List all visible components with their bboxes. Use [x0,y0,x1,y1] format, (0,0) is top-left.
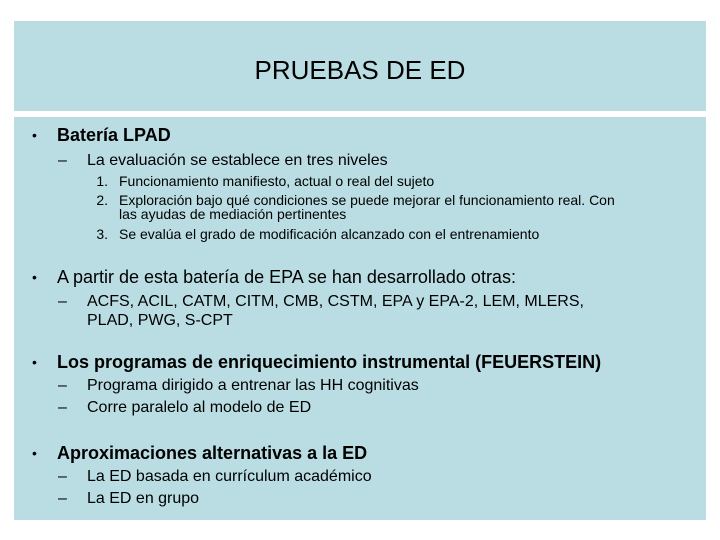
section-heading-lpad: Batería LPAD [57,125,171,145]
sub-item-text: Programa dirigido a entrenar las HH cognitivas [87,377,419,394]
list-item-text-continued: las ayudas de mediación pertinentes [119,206,347,222]
list-number: 2. [96,192,108,208]
section-heading-epa: A partir de esta batería de EPA se han desarrollado otras: [57,267,516,287]
sub-item-text: La evaluación se establece en tres niveles [87,152,388,169]
dash: – [58,377,67,394]
bullet: • [32,269,37,285]
section-heading-feuerstein: Los programas de enriquecimiento instrumental (FEUERSTEIN) [57,352,602,372]
list-number: 1. [96,173,108,189]
bullet: • [32,354,37,370]
sub-item-text: La ED basada en currículum académico [87,468,372,485]
bullet: • [32,127,37,143]
dash: – [58,293,67,310]
sub-item-text-continued: PLAD, PWG, S-CPT [87,312,233,329]
slide-title: PRUEBAS DE ED [254,55,466,85]
content-panel [14,117,706,520]
bullet: • [32,445,37,461]
dash: – [58,399,67,416]
sub-item-text: Corre paralelo al modelo de ED [87,399,312,416]
sub-item-text: ACFS, ACIL, CATM, CITM, CMB, CSTM, EPA y EPA-2, LEM, MLERS, [87,293,584,310]
dash: – [58,152,67,169]
list-number: 3. [96,226,108,242]
title-banner [14,21,706,111]
section-heading-alternativas: Aproximaciones alternativas a la ED [57,443,368,463]
dash: – [58,490,67,507]
list-item-text: Funcionamiento manifiesto, actual o real del sujeto [119,173,435,189]
dash: – [58,468,67,485]
list-item-text: Se evalúa el grado de modificación alcanzado con el entrenamiento [119,226,540,242]
sub-item-text: La ED en grupo [87,490,200,507]
list-item-text: Exploración bajo qué condiciones se puede mejorar el funcionamiento real. Con [119,192,615,208]
